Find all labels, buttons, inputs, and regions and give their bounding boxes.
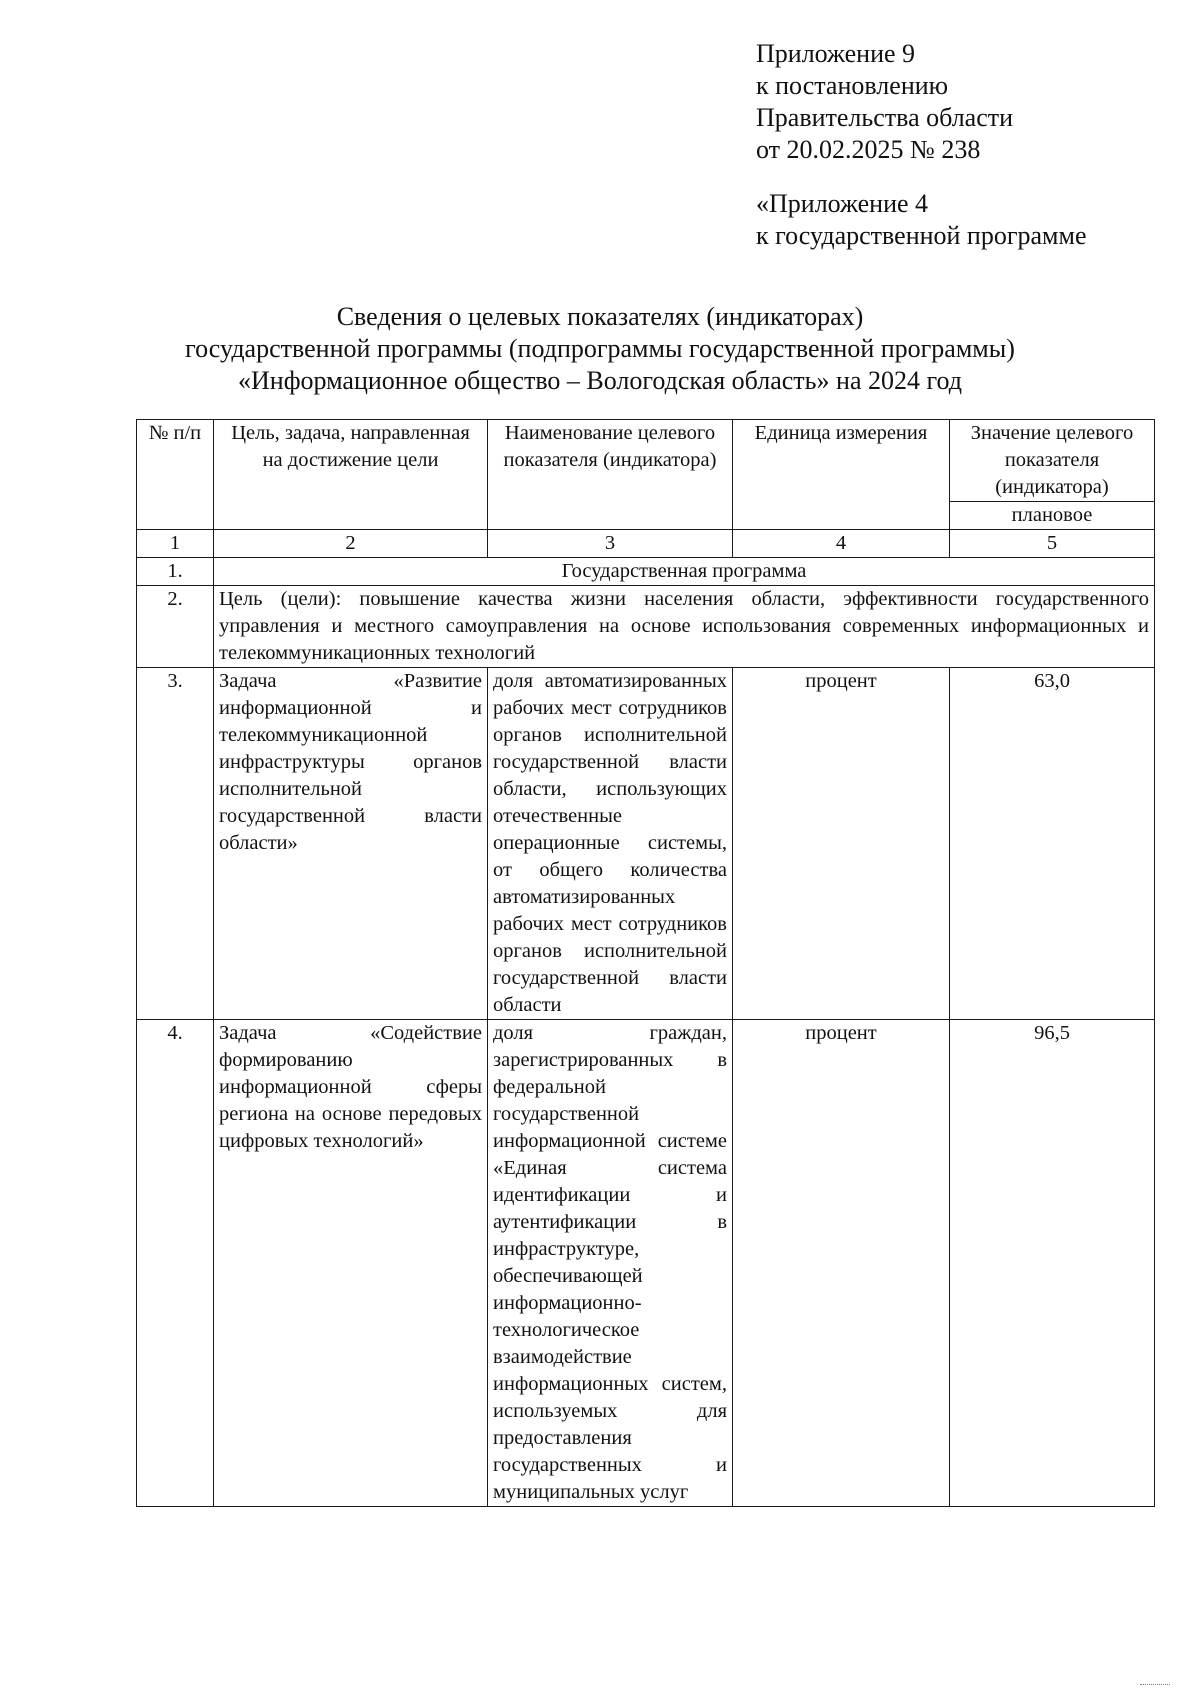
column-number-row <box>137 530 1155 558</box>
section-title: Государственная программа <box>214 558 1155 586</box>
previous-appendix-line: к государственной программе <box>756 221 1087 250</box>
column-number: 2 <box>214 530 488 558</box>
indicators-table <box>136 419 1155 1507</box>
appendix-header <box>756 38 1087 252</box>
table-row <box>137 1020 1155 1507</box>
header-cell-unit: Единица измерения <box>733 420 950 530</box>
row-number: 3. <box>137 668 214 1020</box>
unit-text: процент <box>733 1020 950 1507</box>
column-number: 3 <box>488 530 733 558</box>
appendix-line: Правительства области <box>756 103 1014 132</box>
title-line: государственной программы (подпрограммы государственной программы) <box>185 334 1015 363</box>
row-number: 1. <box>137 558 214 586</box>
column-number: 1 <box>137 530 214 558</box>
page-edge-mark <box>1140 1684 1170 1687</box>
title-line: Сведения о целевых показателях (индикаторах) <box>336 302 864 331</box>
appendix-line: Приложение 9 <box>756 39 916 68</box>
header-cell-goal: Цель, задача, направленная на достижение цели <box>214 420 488 530</box>
row-number: 4. <box>137 1020 214 1507</box>
previous-appendix-line: «Приложение 4 <box>756 189 929 218</box>
planned-value: 96,5 <box>950 1020 1155 1507</box>
table-row <box>137 586 1155 668</box>
planned-value: 63,0 <box>950 668 1155 1020</box>
row-number: 2. <box>137 586 214 668</box>
column-number: 4 <box>733 530 950 558</box>
task-text: Задача «Развитие информационной и телекоммуникационной инфраструктуры органов исполнительной государственной власти области» <box>214 668 488 1020</box>
table-row <box>137 668 1155 1020</box>
appendix-line: от 20.02.2025 № 238 <box>756 135 981 164</box>
indicator-text: доля граждан, зарегистрированных в федеральной государственной информационной системе «Единая система идентификации и аутентификации в инфраструктуре, обеспечивающей информационно-технологическое взаимодействие информационных систем, используемых для предоставления государственных и муниципальных услуг <box>488 1020 733 1507</box>
unit-text: процент <box>733 668 950 1020</box>
table-header-row <box>137 420 1155 502</box>
header-cell-number: № п/п <box>137 420 214 530</box>
document-title <box>0 301 1200 397</box>
header-cell-value: Значение целевого показателя (индикатора) <box>950 420 1155 502</box>
task-text: Задача «Содействие формированию информационной сферы региона на основе передовых цифровых технологий» <box>214 1020 488 1507</box>
indicator-text: доля автоматизированных рабочих мест сотрудников органов исполнительной государственной власти области, использующих отечественные операционные системы, от общего количества автоматизированных рабочих мест сотрудников органов исполнительной государственной власти области <box>488 668 733 1020</box>
header-cell-indicator: Наименование целевого показателя (индикатора) <box>488 420 733 530</box>
appendix-line: к постановлению <box>756 71 949 100</box>
column-number: 5 <box>950 530 1155 558</box>
table-row <box>137 558 1155 586</box>
header-cell-planned: плановое <box>950 502 1155 530</box>
goal-text: Цель (цели): повышение качества жизни населения области, эффективности государственного управления и местного самоуправления на основе использования современных информационных и телекоммуникационных технологий <box>214 586 1155 668</box>
title-line: «Информационное общество – Вологодская область» на 2024 год <box>238 366 962 395</box>
